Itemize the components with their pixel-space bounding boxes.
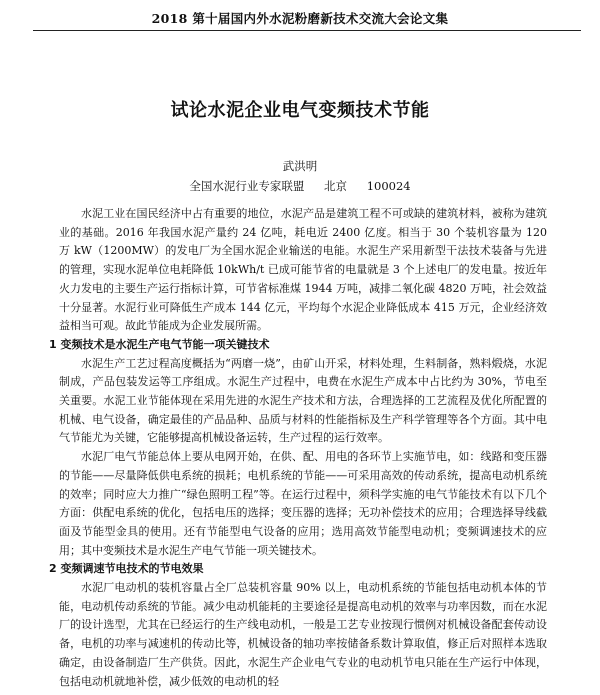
body-paragraph: 水泥生产工艺过程高度概括为“两磨一烧”，由矿山开采，材料处理，生料制备，熟料煅烧，水泥制成，产品包装发运等工序组成。水泥生产过程中，电费在水泥生产成本中占比约为 30%，节电至关重要。水泥工业节能体现在采用先进的水泥生产技术和方法，合理选择的工艺流程及优化所配置的机械、电气设备，确定最佳的产品品种、品质与材料的性能指标及生产科学管理等各个方面。其中电气节能尤为关键，它能够提高机械设备运转，生产过程的运行效率。 <box>59 356 547 445</box>
author-name: 武洪明 <box>282 159 318 173</box>
running-header: 2018 第十届国内外水泥粉磨新技术交流大会论文集 <box>151 11 449 26</box>
affiliation-org: 全国水泥行业专家联盟 <box>189 179 305 193</box>
affiliation-line <box>0 178 600 194</box>
body-paragraph: 水泥厂电动机的装机容量占全厂总装机容量 90% 以上，电动机系统的节能包括电动机本体的节能，电动机传动系统的节能。减少电动机能耗的主要途径是提高电动机的效率与功率因数，而在水泥厂的设计选型，尤其在已经运行的生产线电动机，一般是工艺专业按现行惯例对机械设备配套传动设备，电机的功率与减速机的传动比等，机械设备的轴功率按储备系数计算取值，修正后对照样本选取确定，由设备制造厂生产供货。因此，水泥生产企业电气专业的电动机节电只能在生产运行中体现，包括电动机就地补偿，减少低效的电动机的轻 <box>59 581 547 688</box>
header-rule <box>33 30 581 31</box>
affiliation-city: 北京 <box>324 179 348 193</box>
section-heading-1: 1 变频技术是水泥生产电气节能一项关键技术 <box>49 337 270 351</box>
body-paragraph: 水泥工业在国民经济中占有重要的地位，水泥产品是建筑工程不可或缺的建筑材料，被称为建筑业的基础。2016 年我国水泥产量约 24 亿吨，耗电近 2400 亿度。相当于 30 个装机容量为 120 万 kW（1200MW）的发电厂为全国水泥企业输送的电能。水泥生产采用新型干法技术装备与先进的管理，实现水泥单位电耗降低 10kWh/t 已成可能节省的电量就是 3 个上述电厂的发电量。按近年火力发电的主要生产运行指标计算，可节省标准煤 1944 万吨，减排二氧化碳 4820 万吨，社会效益十分显著。水泥行业可降低生产成本 144 亿元，平均每个水泥企业降低成本 415 万元，企业经济效益相当可观。故此节能成为企业发展所需。 <box>59 207 547 333</box>
body-paragraph: 水泥厂电气节能总体上要从电网开始，在供、配、用电的各环节上实施节电，如：线路和变压器的节能——尽量降低供电系统的损耗；电机系统的节能——可采用高效的传动系统，提高电动机系统的效率；同时应大力推广“绿色照明工程”等。在运行过程中，须科学实施的电气节能技术有以下几个方面：供配电系统的优化，包括电压的选择；变压器的选择；无功补偿技术的应用；合理选择导线截面及节能型金具的使用。还有节能型电气设备的应用；选用高效节能型电动机；变频调速技术的应用；其中变频技术是水泥生产电气节能一项关键技术。 <box>59 450 547 557</box>
article-title: 试论水泥企业电气变频技术节能 <box>170 100 430 121</box>
affiliation-postcode: 100024 <box>366 179 411 193</box>
article-body <box>49 205 547 691</box>
section-heading-2: 2 变频调速节电技术的节电效果 <box>49 562 204 576</box>
